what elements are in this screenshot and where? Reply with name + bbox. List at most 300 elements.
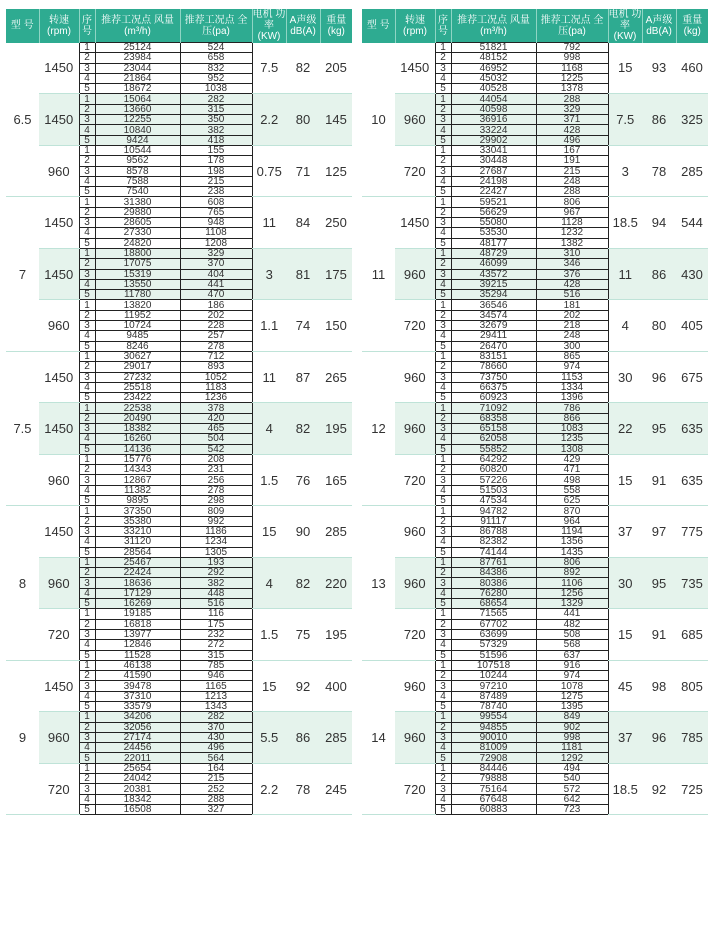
weight-cell: 285 (320, 712, 352, 763)
airflow-cell: 14343 (95, 465, 180, 475)
pressure-cell: 1275 (536, 691, 608, 701)
noise-cell: 87 (286, 351, 320, 402)
power-cell: 37 (608, 712, 642, 763)
model-cell: 9 (6, 660, 39, 814)
row-index-cell: 5 (79, 84, 95, 94)
model-cell: 6.5 (6, 43, 39, 197)
row-index-cell: 5 (79, 393, 95, 403)
power-cell: 7.5 (252, 43, 286, 94)
pressure-cell: 278 (180, 341, 252, 351)
col-header-airflow: 推荐工况点 风量(m³/h) (451, 9, 536, 43)
weight-cell: 150 (320, 300, 352, 351)
row-index-cell: 4 (79, 434, 95, 444)
noise-cell: 75 (286, 609, 320, 660)
pressure-cell: 524 (180, 43, 252, 53)
power-cell: 11 (252, 197, 286, 248)
airflow-cell: 75164 (451, 784, 536, 794)
power-cell: 15 (252, 506, 286, 557)
row-index-cell: 3 (79, 629, 95, 639)
airflow-cell: 24456 (95, 743, 180, 753)
airflow-cell: 62058 (451, 434, 536, 444)
pressure-cell: 1232 (536, 228, 608, 238)
speed-cell: 960 (395, 403, 435, 454)
airflow-cell: 51503 (451, 485, 536, 495)
row-index-cell: 3 (435, 218, 451, 228)
row-index-cell: 5 (435, 444, 451, 454)
weight-cell: 544 (676, 197, 708, 248)
airflow-cell: 11382 (95, 485, 180, 495)
table-row (362, 94, 708, 104)
row-index-cell: 3 (435, 269, 451, 279)
pressure-cell: 496 (180, 743, 252, 753)
airflow-cell: 87489 (451, 691, 536, 701)
airflow-cell: 78660 (451, 362, 536, 372)
airflow-cell: 46952 (451, 63, 536, 73)
row-index-cell: 2 (79, 619, 95, 629)
airflow-cell: 9562 (95, 156, 180, 166)
pressure-cell: 542 (180, 444, 252, 454)
speed-cell: 1450 (39, 197, 79, 248)
row-index-cell: 2 (435, 568, 451, 578)
pressure-cell: 329 (180, 248, 252, 258)
pressure-cell: 765 (180, 207, 252, 217)
airflow-cell: 29411 (451, 331, 536, 341)
airflow-cell: 32679 (451, 321, 536, 331)
fan-spec-table-left (6, 9, 352, 815)
model-cell: 13 (362, 506, 395, 660)
row-index-cell: 5 (79, 804, 95, 814)
speed-cell: 720 (395, 300, 435, 351)
pressure-cell: 723 (536, 804, 608, 814)
airflow-cell: 25654 (95, 763, 180, 773)
pressure-cell: 278 (180, 485, 252, 495)
weight-cell: 635 (676, 454, 708, 505)
airflow-cell: 71092 (451, 403, 536, 413)
row-index-cell: 2 (435, 465, 451, 475)
row-index-cell: 2 (79, 53, 95, 63)
row-index-cell: 1 (435, 763, 451, 773)
table-row (362, 145, 708, 155)
airflow-cell: 20490 (95, 413, 180, 423)
pressure-cell: 1106 (536, 578, 608, 588)
pressure-cell: 1236 (180, 393, 252, 403)
airflow-cell: 16269 (95, 599, 180, 609)
power-cell: 45 (608, 660, 642, 711)
airflow-cell: 78740 (451, 702, 536, 712)
col-header-power: 电机 功率 (KW) (608, 9, 642, 43)
noise-cell: 91 (642, 609, 676, 660)
speed-cell: 1450 (39, 506, 79, 557)
weight-cell: 195 (320, 609, 352, 660)
pressure-cell: 1181 (536, 743, 608, 753)
row-index-cell: 1 (79, 454, 95, 464)
table-row (6, 197, 352, 207)
row-index-cell: 1 (435, 351, 451, 361)
airflow-cell: 34206 (95, 712, 180, 722)
row-index-cell: 2 (435, 516, 451, 526)
airflow-cell: 8578 (95, 166, 180, 176)
pressure-cell: 992 (180, 516, 252, 526)
row-index-cell: 5 (79, 702, 95, 712)
row-index-cell: 1 (79, 506, 95, 516)
power-cell: 22 (608, 403, 642, 454)
airflow-cell: 29880 (95, 207, 180, 217)
airflow-cell: 84386 (451, 568, 536, 578)
weight-cell: 775 (676, 506, 708, 557)
pressure-cell: 1083 (536, 423, 608, 433)
table-row (362, 248, 708, 258)
pressure-cell: 298 (180, 496, 252, 506)
airflow-cell: 14136 (95, 444, 180, 454)
pressure-cell: 315 (180, 650, 252, 660)
row-index-cell: 4 (435, 331, 451, 341)
airflow-cell: 23984 (95, 53, 180, 63)
table-row (362, 609, 708, 619)
airflow-cell: 48152 (451, 53, 536, 63)
airflow-cell: 67702 (451, 619, 536, 629)
airflow-cell: 11952 (95, 310, 180, 320)
power-cell: 4 (252, 557, 286, 608)
airflow-cell: 13977 (95, 629, 180, 639)
table-row (362, 763, 708, 773)
airflow-cell: 19185 (95, 609, 180, 619)
airflow-cell: 43572 (451, 269, 536, 279)
row-index-cell: 1 (79, 712, 95, 722)
pressure-cell: 329 (536, 104, 608, 114)
airflow-cell: 17129 (95, 588, 180, 598)
pressure-cell: 568 (536, 640, 608, 650)
model-cell: 10 (362, 43, 395, 197)
pressure-cell: 849 (536, 712, 608, 722)
speed-cell: 960 (395, 660, 435, 711)
airflow-cell: 48177 (451, 238, 536, 248)
airflow-cell: 13660 (95, 104, 180, 114)
pressure-cell: 1356 (536, 537, 608, 547)
speed-cell: 720 (395, 609, 435, 660)
noise-cell: 84 (286, 197, 320, 248)
pressure-cell: 232 (180, 629, 252, 639)
row-index-cell: 3 (435, 475, 451, 485)
table-row (362, 403, 708, 413)
pressure-cell: 327 (180, 804, 252, 814)
speed-cell: 1450 (39, 660, 79, 711)
speed-cell: 1450 (39, 94, 79, 145)
row-index-cell: 1 (435, 197, 451, 207)
airflow-cell: 35380 (95, 516, 180, 526)
row-index-cell: 2 (79, 568, 95, 578)
row-index-cell: 5 (435, 84, 451, 94)
row-index-cell: 4 (435, 434, 451, 444)
pressure-cell: 952 (180, 73, 252, 83)
row-index-cell: 2 (79, 774, 95, 784)
row-index-cell: 2 (435, 722, 451, 732)
row-index-cell: 5 (79, 496, 95, 506)
weight-cell: 250 (320, 197, 352, 248)
row-index-cell: 2 (79, 516, 95, 526)
noise-cell: 80 (286, 94, 320, 145)
pressure-cell: 792 (536, 43, 608, 53)
airflow-cell: 10724 (95, 321, 180, 331)
row-index-cell: 4 (435, 537, 451, 547)
row-index-cell: 4 (435, 228, 451, 238)
airflow-cell: 60820 (451, 465, 536, 475)
table-row (6, 609, 352, 619)
airflow-cell: 22424 (95, 568, 180, 578)
pressure-cell: 1378 (536, 84, 608, 94)
weight-cell: 685 (676, 609, 708, 660)
noise-cell: 90 (286, 506, 320, 557)
speed-cell: 1450 (39, 43, 79, 94)
airflow-cell: 28564 (95, 547, 180, 557)
airflow-cell: 79888 (451, 774, 536, 784)
airflow-cell: 60923 (451, 393, 536, 403)
row-index-cell: 5 (79, 753, 95, 763)
table-row (6, 351, 352, 361)
pressure-cell: 428 (536, 125, 608, 135)
pressure-cell: 496 (536, 135, 608, 145)
airflow-cell: 33579 (95, 702, 180, 712)
pressure-cell: 256 (180, 475, 252, 485)
pressure-cell: 1396 (536, 393, 608, 403)
airflow-cell: 82382 (451, 537, 536, 547)
airflow-cell: 27174 (95, 732, 180, 742)
weight-cell: 175 (320, 248, 352, 299)
row-index-cell: 4 (79, 794, 95, 804)
speed-cell: 1450 (395, 43, 435, 94)
pressure-cell: 376 (536, 269, 608, 279)
pressure-cell: 892 (536, 568, 608, 578)
col-header-weight: 重量 (kg) (676, 9, 708, 43)
pressure-cell: 1213 (180, 691, 252, 701)
airflow-cell: 51596 (451, 650, 536, 660)
pressure-cell: 465 (180, 423, 252, 433)
airflow-cell: 31380 (95, 197, 180, 207)
airflow-cell: 10244 (451, 671, 536, 681)
noise-cell: 95 (642, 557, 676, 608)
weight-cell: 805 (676, 660, 708, 711)
pressure-cell: 378 (180, 403, 252, 413)
pressure-cell: 272 (180, 640, 252, 650)
pressure-cell: 208 (180, 454, 252, 464)
row-index-cell: 3 (435, 166, 451, 176)
row-index-cell: 1 (435, 403, 451, 413)
row-index-cell: 1 (435, 300, 451, 310)
airflow-cell: 68654 (451, 599, 536, 609)
row-index-cell: 2 (435, 310, 451, 320)
row-index-cell: 3 (79, 372, 95, 382)
pressure-cell: 786 (536, 403, 608, 413)
airflow-cell: 74144 (451, 547, 536, 557)
pressure-cell: 181 (536, 300, 608, 310)
weight-cell: 165 (320, 454, 352, 505)
airflow-cell: 15319 (95, 269, 180, 279)
table-row (362, 43, 708, 53)
weight-cell: 205 (320, 43, 352, 94)
pressure-cell: 712 (180, 351, 252, 361)
pressure-cell: 382 (180, 125, 252, 135)
pressure-cell: 1329 (536, 599, 608, 609)
table-row (6, 248, 352, 258)
speed-cell: 720 (395, 145, 435, 196)
col-header-power: 电机 功率 (KW) (252, 9, 286, 43)
weight-cell: 145 (320, 94, 352, 145)
pressure-cell: 191 (536, 156, 608, 166)
row-index-cell: 5 (79, 547, 95, 557)
noise-cell: 82 (286, 403, 320, 454)
pressure-cell: 564 (180, 753, 252, 763)
speed-cell: 960 (39, 454, 79, 505)
row-index-cell: 3 (79, 166, 95, 176)
model-cell: 12 (362, 351, 395, 505)
speed-cell: 960 (395, 351, 435, 402)
row-index-cell: 5 (79, 187, 95, 197)
row-index-cell: 3 (79, 218, 95, 228)
table-row (362, 300, 708, 310)
noise-cell: 80 (642, 300, 676, 351)
pressure-cell: 516 (536, 290, 608, 300)
airflow-cell: 18382 (95, 423, 180, 433)
row-index-cell: 1 (435, 248, 451, 258)
power-cell: 3 (252, 248, 286, 299)
airflow-cell: 94855 (451, 722, 536, 732)
noise-cell: 78 (642, 145, 676, 196)
pressure-cell: 471 (536, 465, 608, 475)
airflow-cell: 51821 (451, 43, 536, 53)
row-index-cell: 3 (435, 681, 451, 691)
pressure-cell: 1038 (180, 84, 252, 94)
pressure-cell: 1395 (536, 702, 608, 712)
pressure-cell: 642 (536, 794, 608, 804)
weight-cell: 675 (676, 351, 708, 402)
pressure-cell: 964 (536, 516, 608, 526)
noise-cell: 93 (642, 43, 676, 94)
airflow-cell: 23422 (95, 393, 180, 403)
row-index-cell: 2 (79, 259, 95, 269)
noise-cell: 76 (286, 454, 320, 505)
airflow-cell: 99554 (451, 712, 536, 722)
col-header-weight: 重量 (kg) (320, 9, 352, 43)
pressure-cell: 350 (180, 115, 252, 125)
pressure-cell: 967 (536, 207, 608, 217)
row-index-cell: 4 (79, 485, 95, 495)
airflow-cell: 84446 (451, 763, 536, 773)
airflow-cell: 16508 (95, 804, 180, 814)
power-cell: 2.2 (252, 94, 286, 145)
row-index-cell: 3 (435, 526, 451, 536)
airflow-cell: 64292 (451, 454, 536, 464)
speed-cell: 720 (395, 763, 435, 814)
row-index-cell: 2 (435, 774, 451, 784)
weight-cell: 245 (320, 763, 352, 814)
pressure-cell: 1183 (180, 382, 252, 392)
speed-cell: 1450 (395, 197, 435, 248)
pressure-cell: 540 (536, 774, 608, 784)
row-index-cell: 3 (435, 629, 451, 639)
power-cell: 11 (608, 248, 642, 299)
row-index-cell: 4 (79, 125, 95, 135)
model-cell: 7 (6, 197, 39, 351)
row-index-cell: 3 (79, 732, 95, 742)
airflow-cell: 87761 (451, 557, 536, 567)
pressure-cell: 1334 (536, 382, 608, 392)
row-index-cell: 1 (435, 557, 451, 567)
airflow-cell: 76280 (451, 588, 536, 598)
row-index-cell: 5 (435, 547, 451, 557)
speed-cell: 960 (395, 712, 435, 763)
noise-cell: 98 (642, 660, 676, 711)
airflow-cell: 65158 (451, 423, 536, 433)
pressure-cell: 382 (180, 578, 252, 588)
row-index-cell: 5 (435, 238, 451, 248)
pressure-cell: 370 (180, 259, 252, 269)
airflow-cell: 46138 (95, 660, 180, 670)
speed-cell: 960 (395, 94, 435, 145)
table-row (6, 403, 352, 413)
row-index-cell: 4 (79, 331, 95, 341)
pressure-cell: 1168 (536, 63, 608, 73)
airflow-cell: 107518 (451, 660, 536, 670)
speed-cell: 720 (395, 454, 435, 505)
pressure-cell: 658 (180, 53, 252, 63)
row-index-cell: 3 (435, 732, 451, 742)
header-row (6, 9, 352, 43)
table-row (6, 660, 352, 670)
power-cell: 0.75 (252, 145, 286, 196)
airflow-cell: 80386 (451, 578, 536, 588)
left-table-panel (6, 9, 352, 815)
pressure-cell: 215 (180, 176, 252, 186)
airflow-cell: 81009 (451, 743, 536, 753)
row-index-cell: 1 (79, 197, 95, 207)
noise-cell: 91 (642, 454, 676, 505)
speed-cell: 960 (39, 557, 79, 608)
noise-cell: 96 (642, 712, 676, 763)
table-row (362, 351, 708, 361)
row-index-cell: 1 (435, 145, 451, 155)
pressure-cell: 1225 (536, 73, 608, 83)
airflow-cell: 68358 (451, 413, 536, 423)
airflow-cell: 37350 (95, 506, 180, 516)
pressure-cell: 282 (180, 712, 252, 722)
weight-cell: 405 (676, 300, 708, 351)
airflow-cell: 11528 (95, 650, 180, 660)
col-header-model: 型 号 (362, 9, 395, 43)
airflow-cell: 72908 (451, 753, 536, 763)
pressure-cell: 1256 (536, 588, 608, 598)
airflow-cell: 15776 (95, 454, 180, 464)
airflow-cell: 9424 (95, 135, 180, 145)
pressure-cell: 504 (180, 434, 252, 444)
row-index-cell: 3 (79, 115, 95, 125)
row-index-cell: 3 (79, 526, 95, 536)
pressure-cell: 428 (536, 279, 608, 289)
pressure-cell: 228 (180, 321, 252, 331)
pressure-cell: 248 (536, 331, 608, 341)
row-index-cell: 4 (435, 691, 451, 701)
row-index-cell: 5 (435, 290, 451, 300)
table-row (6, 763, 352, 773)
row-index-cell: 2 (435, 619, 451, 629)
pressure-cell: 441 (536, 609, 608, 619)
weight-cell: 460 (676, 43, 708, 94)
model-cell: 8 (6, 506, 39, 660)
pressure-cell: 231 (180, 465, 252, 475)
pressure-cell: 998 (536, 732, 608, 742)
speed-cell: 720 (39, 609, 79, 660)
row-index-cell: 5 (435, 599, 451, 609)
airflow-cell: 57329 (451, 640, 536, 650)
pressure-cell: 482 (536, 619, 608, 629)
